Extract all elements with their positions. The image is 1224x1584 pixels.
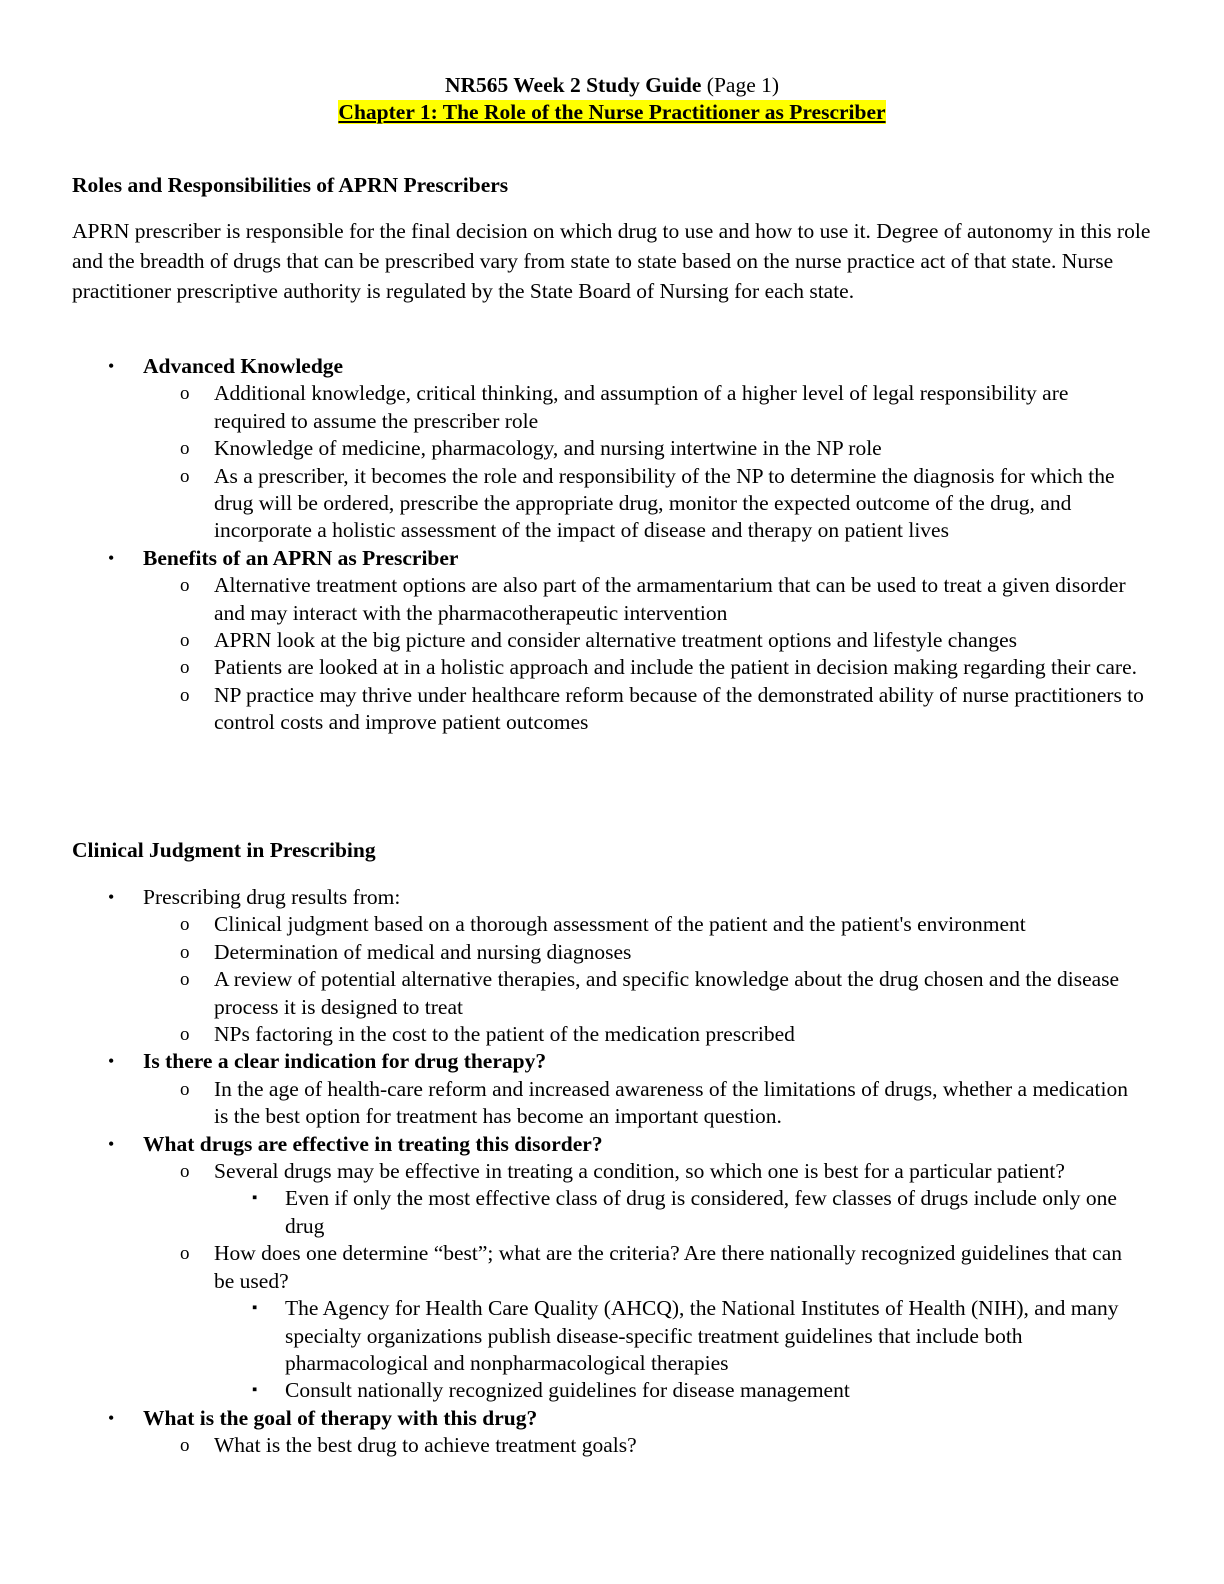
circle-bullet-icon: o xyxy=(180,1161,190,1183)
list-item xyxy=(0,545,1224,572)
section-paragraph-roles: APRN prescriber is responsible for the final decision on which drug to use and how to use it. Degree of autonomy in this role and the breadth of drugs that can be prescribed vary from state to state based on the nurse practice act of that state. Nurse practitioner prescriptive authority is regulated by the State Board of Nursing for each state. xyxy=(72,219,1151,303)
list-item-text: Additional knowledge, critical thinking, and assumption of a higher level of legal responsibility are required to assume the prescriber role xyxy=(214,381,1069,433)
bullet-icon: • xyxy=(108,1133,115,1154)
list-item-text: Even if only the most effective class of drug is considered, few classes of drugs include only one drug xyxy=(285,1186,1117,1238)
list-item xyxy=(0,353,1224,380)
list-item-text: The Agency for Health Care Quality (AHCQ), the National Institutes of Health (NIH), and many specialty organizations publish disease-specific treatment guidelines that include both pharmacological and nonpharmacological therapies xyxy=(285,1296,1119,1375)
list-item xyxy=(0,884,1224,911)
list-item-text: As a prescriber, it becomes the role and responsibility of the NP to determine the diagnosis for which the drug will be ordered, prescribe the appropriate drug, monitor the expected outcome of the drug, and incorporate a holistic assessment of the impact of disease and therapy on patient lives xyxy=(214,463,1115,543)
list-item-text: Clinical judgment based on a thorough assessment of the patient and the patient's environment xyxy=(214,912,1026,937)
list-item xyxy=(0,654,1224,681)
list-item-text: Consult nationally recognized guidelines for disease management xyxy=(285,1378,850,1403)
circle-bullet-icon: o xyxy=(180,1078,190,1100)
list-item xyxy=(0,1158,1224,1185)
list-item-text: What drugs are effective in treating this disorder? xyxy=(143,1131,603,1156)
list-item xyxy=(0,1432,1224,1459)
section-heading-clinical-judgment: Clinical Judgment in Prescribing xyxy=(72,838,376,862)
list-item xyxy=(0,380,1224,435)
circle-bullet-icon: o xyxy=(180,684,190,706)
list-item xyxy=(0,463,1224,545)
list-item-text: A review of potential alternative therapies, and specific knowledge about the drug chosen and the disease process it is designed to treat xyxy=(214,967,1120,1019)
list-item xyxy=(0,435,1224,462)
circle-bullet-icon: o xyxy=(180,438,190,460)
list-item-text: What is the goal of therapy with this drug? xyxy=(143,1405,538,1430)
square-bullet-icon: ▪ xyxy=(252,1300,258,1317)
list-item-text: Patients are looked at in a holistic approach and include the patient in decision making regarding their care. xyxy=(214,655,1137,680)
list-item xyxy=(0,1377,1224,1404)
list-item xyxy=(0,911,1224,938)
bullet-icon: • xyxy=(108,1051,115,1072)
bullet-icon: • xyxy=(108,887,115,907)
list-item xyxy=(0,1048,1224,1075)
document-title-bold: NR565 Week 2 Study Guide xyxy=(444,73,702,97)
document-title-page: (Page 1) xyxy=(701,73,780,97)
square-bullet-icon: ▪ xyxy=(252,1382,258,1399)
section-heading-roles: Roles and Responsibilities of APRN Prescribers xyxy=(72,173,509,197)
list-item-text: NP practice may thrive under healthcare reform because of the demonstrated ability of nurse practitioners to control costs and improve patient outcomes xyxy=(214,682,1144,735)
list-clinical-judgment xyxy=(0,884,1224,1460)
list-item-text: NPs factoring in the cost to the patient of the medication prescribed xyxy=(214,1022,795,1047)
list-item-text: APRN look at the big picture and consider alternative treatment options and lifestyle changes xyxy=(214,628,1018,653)
list-item-text: How does one determine “best”; what are the criteria? Are there nationally recognized guidelines that can be used? xyxy=(214,1241,1122,1293)
list-item xyxy=(0,1240,1224,1295)
chapter-title-highlight: Chapter 1: The Role of the Nurse Practitioner as Prescriber xyxy=(338,100,886,124)
circle-bullet-icon: o xyxy=(180,657,190,679)
list-item xyxy=(0,627,1224,654)
list-item-text: Knowledge of medicine, pharmacology, and nursing intertwine in the NP role xyxy=(214,436,882,461)
list-item xyxy=(0,1405,1224,1432)
circle-bullet-icon: o xyxy=(180,1435,190,1457)
circle-bullet-icon: o xyxy=(180,383,190,405)
list-item xyxy=(0,1295,1224,1377)
list-item xyxy=(0,1021,1224,1048)
circle-bullet-icon: o xyxy=(180,969,190,991)
list-item-text: Alternative treatment options are also part of the armamentarium that can be used to treat a given disorder and may interact with the pharmacotherapeutic intervention xyxy=(214,573,1126,625)
list-item xyxy=(0,1185,1224,1240)
list-item-text: Is there a clear indication for drug therapy? xyxy=(143,1049,547,1074)
list-item-text: Several drugs may be effective in treating a condition, so which one is best for a particular patient? xyxy=(214,1159,1065,1184)
circle-bullet-icon: o xyxy=(180,941,190,963)
document-title xyxy=(0,73,1224,98)
list-item-text: Prescribing drug results from: xyxy=(143,885,401,909)
circle-bullet-icon: o xyxy=(180,914,190,936)
list-item xyxy=(0,1131,1224,1158)
circle-bullet-icon: o xyxy=(180,1024,190,1046)
list-item xyxy=(0,939,1224,966)
list-item xyxy=(0,572,1224,627)
circle-bullet-icon: o xyxy=(180,1243,190,1265)
bullet-icon: • xyxy=(108,547,115,568)
square-bullet-icon: ▪ xyxy=(252,1190,258,1207)
list-item-text: Benefits of an APRN as Prescriber xyxy=(143,545,459,570)
list-item xyxy=(0,966,1224,1021)
circle-bullet-icon: o xyxy=(180,575,190,597)
circle-bullet-icon: o xyxy=(180,630,190,652)
list-item-text: Advanced Knowledge xyxy=(143,354,344,378)
list-item-text: What is the best drug to achieve treatment goals? xyxy=(214,1433,637,1458)
bullet-icon: • xyxy=(108,356,115,376)
list-roles xyxy=(0,353,1224,737)
bullet-icon: • xyxy=(108,1407,115,1428)
chapter-title xyxy=(0,100,1224,125)
list-item-text: Determination of medical and nursing diagnoses xyxy=(214,939,632,964)
list-item xyxy=(0,682,1224,737)
circle-bullet-icon: o xyxy=(180,465,190,487)
list-item xyxy=(0,1076,1224,1131)
list-item-text: In the age of health-care reform and increased awareness of the limitations of drugs, whether a medication is the best option for treatment has become an important question. xyxy=(214,1076,1128,1129)
